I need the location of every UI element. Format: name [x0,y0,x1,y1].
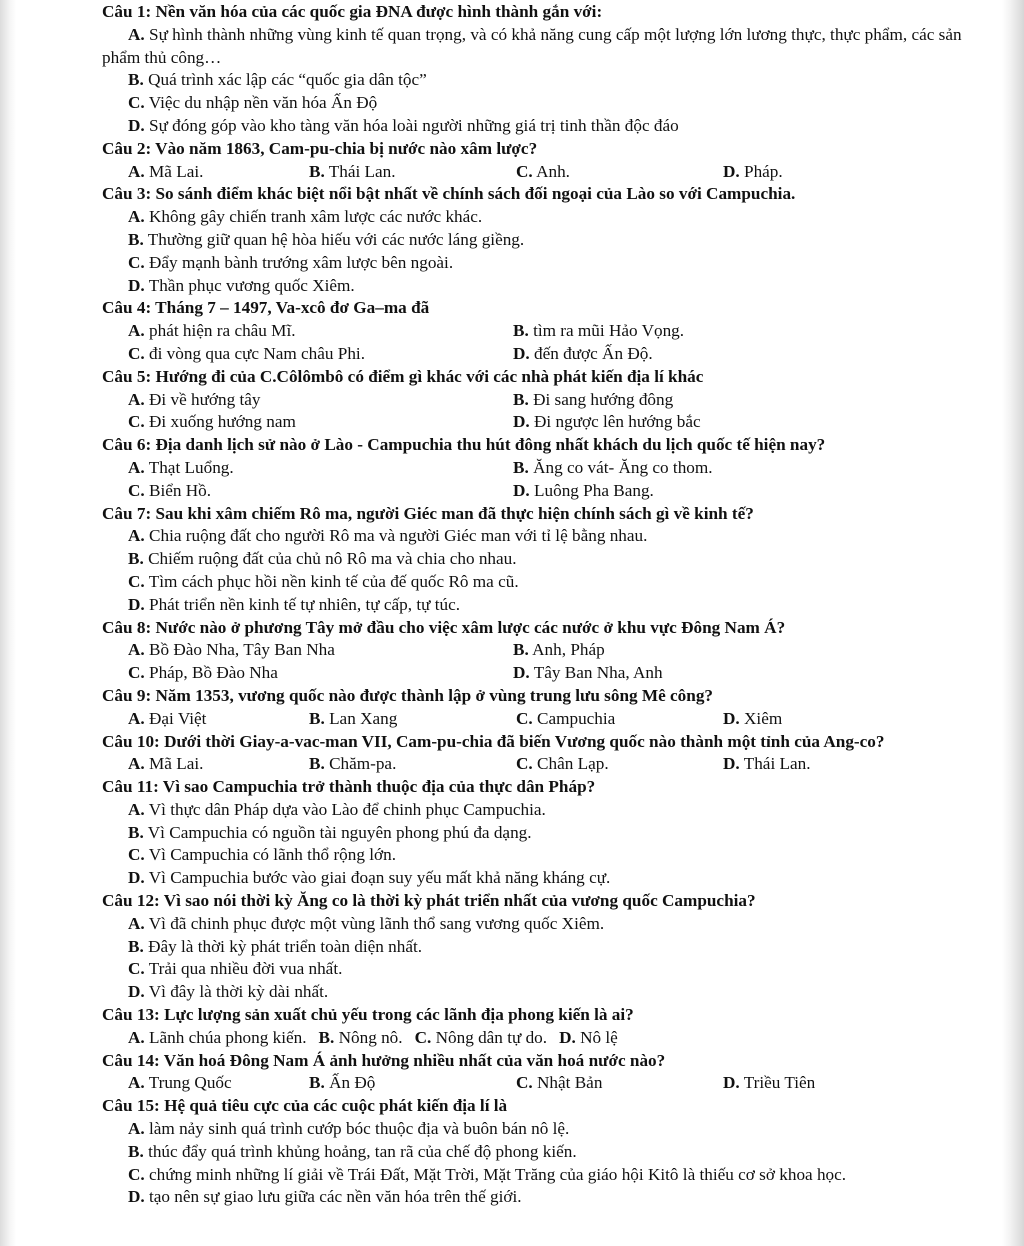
page-right-edge [1002,0,1024,1246]
option-text: Quá trình xác lập các “quốc gia dân tộc” [148,70,427,90]
option-key: C. [128,845,145,865]
answer-option [102,936,974,959]
option-key: C. [516,754,533,774]
question-title: Câu 7: Sau khi xâm chiếm Rô ma, người Giéc man đã thực hiện chính sách gì về kinh tế? [102,503,754,523]
option-key: B. [128,549,144,569]
question-title: Câu 15: Hệ quả tiêu cực của các cuộc phát kiến địa lí là [102,1096,508,1116]
option-text: Vì thực dân Pháp dựa vào Lào để chinh phục Campuchia. [148,799,546,819]
answer-option [102,115,974,138]
answer-option [102,252,974,275]
option-text: Nông nô. [338,1027,403,1047]
answer-option [102,958,974,981]
option-key: A. [128,321,145,341]
option-key: D. [513,663,530,683]
answer-row [102,343,974,366]
question-13 [102,1004,974,1050]
answer-option [309,161,516,184]
answer-option [513,457,924,480]
option-key: A. [128,708,145,728]
answer-row [102,389,974,412]
answer-option [723,753,930,776]
answer-row [102,480,974,503]
option-text: Nhật Bản [537,1073,603,1093]
question-2 [102,138,974,184]
answer-option [319,1028,403,1047]
question-title: Câu 6: Địa danh lịch sử nào ở Lào - Campuchia thu hút đông nhất khách du lịch quốc tế hiện nay? [102,435,826,455]
question-14 [102,1050,974,1096]
option-text: Chăm-pa. [329,754,397,774]
answer-option [102,275,974,298]
question-title: Câu 10: Dưới thời Giay-a-vac-man VII, Cam-pu-chia đã biến Vương quốc nào thành một tỉnh của Ang-co? [102,731,885,751]
question-title: Câu 9: Năm 1353, vương quốc nào được thành lập ở vùng trung lưu sông Mê công? [102,685,714,705]
option-text: Đại Việt [149,708,207,728]
answer-row [102,457,974,480]
answer-option [102,389,513,412]
question-10 [102,731,974,777]
answer-option [513,389,924,412]
answer-option [102,1141,974,1164]
answer-option [102,480,513,503]
answer-option [516,1072,723,1095]
option-key: A. [128,1027,145,1047]
option-text: Luông Pha Bang. [534,480,654,500]
option-text: Thường giữ quan hệ hòa hiếu với các nước láng giềng. [147,229,525,249]
answer-option [102,320,513,343]
answer-option [102,639,513,662]
option-key: C. [128,1164,145,1184]
option-text: Campuchia [537,708,616,728]
answer-option [516,708,723,731]
option-text: Tây Ban Nha, Anh [533,663,663,683]
option-key: A. [128,754,145,774]
option-text: Đi sang hướng đông [533,389,674,409]
question-9 [102,685,974,731]
option-text: Lan Xang [329,708,398,728]
answer-option [102,594,974,617]
answer-option [513,411,924,434]
option-text: Thái Lan. [328,161,396,181]
option-key: D. [723,161,740,181]
option-text: Thái Lan. [743,754,811,774]
answer-row [102,639,974,662]
option-key: D. [513,412,530,432]
option-text: phát hiện ra châu Mĩ. [149,321,296,341]
answer-option [102,457,513,480]
option-text: Chiếm ruộng đất của chủ nô Rô ma và chia cho nhau. [148,549,517,569]
option-text: Bồ Đào Nha, Tây Ban Nha [149,640,335,660]
answer-option [102,571,974,594]
question-7 [102,503,974,617]
option-text: Phát triển nền kinh tế tự nhiên, tự cấp, tự túc. [149,594,461,614]
question-list [102,1,974,1209]
answer-option [102,525,974,548]
option-key: B. [128,70,144,90]
answer-option [102,708,309,731]
option-key: B. [513,321,529,341]
question-title: Câu 3: So sánh điểm khác biệt nổi bật nhất về chính sách đối ngoại của Lào so với Campuchia. [102,184,796,204]
option-key: C. [128,663,145,683]
answer-option [102,24,974,70]
answer-option [102,799,974,822]
option-key: B. [309,161,325,181]
page-left-edge [0,0,16,1246]
answer-option [415,1028,548,1047]
option-text: Thạt Luổng. [148,457,234,477]
question-1 [102,1,974,138]
option-key: B. [128,936,144,956]
option-key: A. [128,161,145,181]
option-text: Đi xuống hướng nam [149,412,296,432]
answer-option [102,867,974,890]
option-key: B. [318,1027,335,1047]
option-text: tạo nên sự giao lưu giữa các nền văn hóa trên thế giới. [149,1187,522,1207]
option-key: C. [128,412,145,432]
answer-option [102,69,974,92]
option-key: C. [516,708,533,728]
question-3 [102,183,974,297]
question-15 [102,1095,974,1209]
option-text: Nô lệ [580,1027,618,1047]
option-key: B. [309,1073,325,1093]
option-key: A. [128,207,145,227]
answer-row [102,1072,974,1095]
option-text: Lãnh chúa phong kiến. [149,1027,307,1047]
option-text: Vì Campuchia bước vào giai đoạn suy yếu mất khả năng kháng cự. [148,868,611,888]
question-title: Câu 12: Vì sao nói thời kỳ Ăng co là thời kỳ phát triển nhất của vương quốc Campuchia? [102,891,756,911]
answer-row [102,753,974,776]
answer-option [309,753,516,776]
option-key: D. [128,115,145,135]
question-title: Câu 2: Vào năm 1863, Cam-pu-chia bị nước nào xâm lược? [102,138,538,158]
answer-option [102,411,513,434]
answer-option [723,1072,930,1095]
option-text: Sự hình thành những vùng kinh tế quan trọng, và có khả năng cung cấp một lượng lớn lương thực, thực phẩm, các sản phẩm thủ công… [102,24,962,67]
option-text: Triều Tiên [743,1073,816,1093]
answer-row [102,662,974,685]
answer-option [102,1118,974,1141]
question-title: Câu 4: Tháng 7 – 1497, Va-xcô đơ Ga–ma đã [102,298,430,318]
option-key: B. [513,640,529,660]
answer-option [516,753,723,776]
answer-option [723,161,930,184]
option-key: D. [128,868,145,888]
option-key: A. [128,913,145,933]
option-text: Ăng co vát- Ăng co thom. [533,457,713,477]
option-key: C. [128,252,145,272]
option-text: Mã Lai. [149,754,204,774]
option-key: C. [414,1027,432,1047]
option-text: Trung Quốc [148,1073,232,1093]
option-text: Vì đây là thời kỳ dài nhất. [148,982,329,1002]
option-text: Đi ngược lên hướng bắc [534,412,701,432]
option-key: A. [128,1073,145,1093]
answer-option [102,1072,309,1095]
answer-option [309,708,516,731]
option-text: Đẩy mạnh bành trướng xâm lược bên ngoài. [149,252,454,272]
option-text: làm nảy sinh quá trình cướp bóc thuộc địa và buôn bán nô lệ. [149,1119,570,1139]
answer-option [559,1028,618,1047]
option-key: A. [128,526,145,546]
option-text: đến được Ấn Độ. [534,343,653,363]
answer-option [102,981,974,1004]
option-key: D. [128,982,145,1002]
option-key: C. [128,480,145,500]
option-text: Vì Campuchia có nguồn tài nguyên phong phú đa dạng. [147,822,532,842]
option-key: A. [128,24,145,44]
option-key: A. [128,1119,145,1139]
option-text: Ấn Độ [329,1073,376,1093]
answer-row [102,1027,974,1050]
answer-option [102,161,309,184]
option-text: tìm ra mũi Hảo Vọng. [533,321,685,341]
answer-option [102,343,513,366]
question-title: Câu 1: Nền văn hóa của các quốc gia ĐNA được hình thành gắn với: [102,2,603,21]
answer-option [128,1028,307,1047]
option-text: Vì đã chinh phục được một vùng lãnh thổ sang vương quốc Xiêm. [148,913,605,933]
answer-option [102,662,513,685]
option-key: D. [723,1073,740,1093]
answer-option [513,343,924,366]
option-key: B. [513,457,529,477]
option-key: D. [723,708,740,728]
option-key: C. [128,93,145,113]
question-4 [102,297,974,365]
option-key: B. [128,1141,144,1161]
option-key: B. [128,229,144,249]
answer-option [102,206,974,229]
answer-row [102,161,974,184]
answer-option [513,639,924,662]
option-text: Anh, Pháp [532,640,605,660]
option-text: Anh. [536,161,570,181]
answer-option [102,753,309,776]
option-key: A. [128,457,145,477]
option-key: C. [128,571,145,591]
option-text: Vì Campuchia có lãnh thổ rộng lớn. [148,845,396,865]
option-text: Mã Lai. [149,161,204,181]
option-text: Việc du nhập nền văn hóa Ấn Độ [148,93,378,113]
option-key: B. [309,754,325,774]
option-text: Không gây chiến tranh xâm lược các nước khác. [149,207,483,227]
answer-option [102,1186,974,1209]
question-8 [102,617,974,685]
answer-option [513,480,924,503]
question-6 [102,434,974,502]
option-text: Thần phục vương quốc Xiêm. [148,275,355,295]
option-key: D. [128,1187,145,1207]
option-key: D. [128,275,145,295]
option-text: Biển Hồ. [149,480,212,500]
answer-option [102,92,974,115]
answer-row [102,411,974,434]
option-key: A. [128,389,145,409]
option-text: Pháp. [744,161,783,181]
option-text: Chia ruộng đất cho người Rô ma và người Giéc man với tỉ lệ bằng nhau. [149,526,648,546]
option-text: Tìm cách phục hồi nền kinh tế của đế quốc Rô ma cũ. [148,571,519,591]
answer-option [723,708,930,731]
answer-option [513,662,924,685]
option-key: A. [128,799,145,819]
option-text: Đây là thời kỳ phát triển toàn diện nhất. [148,936,423,956]
answer-option [102,844,974,867]
answer-option [516,161,723,184]
option-text: Trải qua nhiều đời vua nhất. [148,959,343,979]
question-title: Câu 8: Nước nào ở phương Tây mở đầu cho việc xâm lược các nước ở khu vực Đông Nam Á? [102,617,786,637]
option-text: Đi về hướng tây [149,389,261,409]
answer-option [102,548,974,571]
option-key: B. [513,389,529,409]
question-title: Câu 5: Hướng đi của C.Côlômbô có điểm gì khác với các nhà phát kiến địa lí khác [102,366,704,386]
question-title: Câu 13: Lực lượng sản xuất chủ yếu trong các lãnh địa phong kiến là ai? [102,1005,634,1025]
option-key: C. [128,959,145,979]
option-key: C. [516,161,533,181]
option-text: Sự đóng góp vào kho tàng văn hóa loài người những giá trị tinh thần độc đáo [149,115,679,135]
answer-row [102,708,974,731]
option-text: Pháp, Bồ Đào Nha [149,663,278,683]
option-text: thúc đẩy quá trình khủng hoảng, tan rã của chế độ phong kiến. [148,1141,577,1161]
option-key: D. [513,343,530,363]
question-12 [102,890,974,1004]
option-key: D. [513,480,530,500]
option-key: C. [128,343,145,363]
answer-option [102,1164,974,1187]
option-text: Nông dân tự do. [435,1027,548,1047]
option-key: D. [723,754,740,774]
answer-option [309,1072,516,1095]
answer-option [102,229,974,252]
option-text: Xiêm [744,708,783,728]
option-key: D. [559,1027,576,1047]
option-key: D. [128,594,145,614]
option-key: B. [309,708,325,728]
option-key: B. [128,822,144,842]
question-11 [102,776,974,890]
answer-option [513,320,924,343]
question-title: Câu 14: Văn hoá Đông Nam Á ảnh hưởng nhiều nhất của văn hoá nước nào? [102,1050,666,1070]
question-5 [102,366,974,434]
answer-option [102,822,974,845]
option-text: chứng minh những lí giải về Trái Đất, Mặt Trời, Mặt Trăng của giáo hội Kitô là thiếu cơ sở khoa học. [149,1164,847,1184]
question-title: Câu 11: Vì sao Campuchia trở thành thuộc địa của thực dân Pháp? [102,777,596,797]
answer-row [102,320,974,343]
option-text: đi vòng qua cực Nam châu Phi. [149,343,366,363]
option-key: C. [516,1073,533,1093]
answer-option [102,913,974,936]
option-text: Chân Lạp. [537,754,609,774]
option-key: A. [128,640,145,660]
